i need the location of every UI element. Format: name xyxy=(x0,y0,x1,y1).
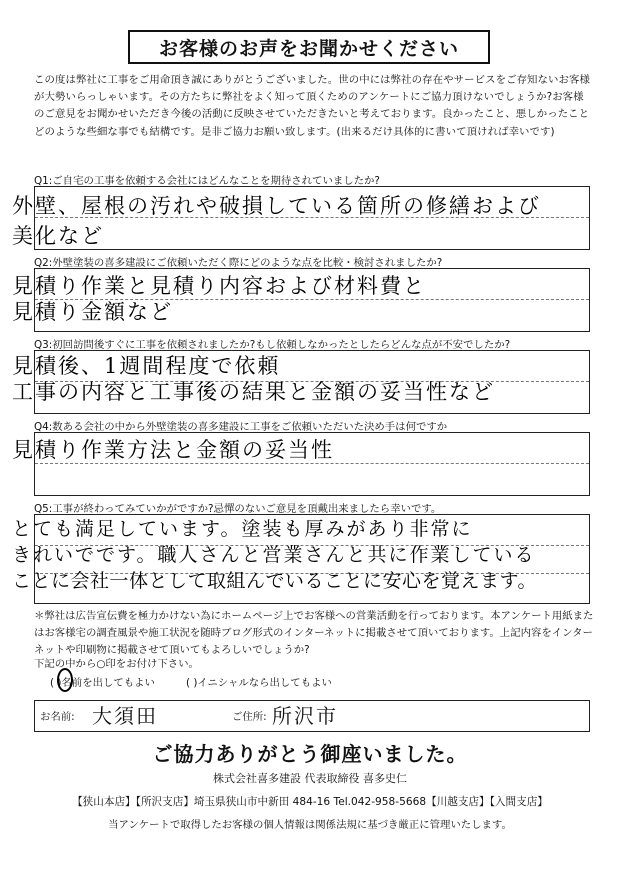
question-5-answer-line-3: ことに会社一体として取組んでいることに安心を覚えます。 xyxy=(12,570,537,592)
question-2-answer-line-2: 見積り金額など xyxy=(12,300,173,324)
name-value: 大須田 xyxy=(92,704,158,728)
address-label: ご住所: xyxy=(232,711,267,723)
name-label: お名前: xyxy=(40,711,75,723)
question-5-label: Q5:工事が終わってみていかがですか?忌憚のないご意見を頂戴出来ましたら幸いです。 xyxy=(34,503,442,515)
question-1-answer-line-2: 美化など xyxy=(12,224,104,248)
intro-text: この度は弊社に工事をご用命頂き誠にありがとうございました。世の中には弊社の存在やサービスをご存知ないお客様が大勢いらっしゃいます。その方たちに弊社をよく知って頂くためのアンケートにご協力頂けないでしょうか?お客様のご意見をお聞かせいただき今後の活動に反映させていただきたいと考えております。良かったこと、悪しかったことどのような些細な事でも結構です。是非ご協力お願い致します。(出来るだけ具体的に書いて頂ければ幸いです) xyxy=(34,74,590,138)
question-3-label: Q3:初回訪問後すぐに工事を依頼されましたか?もし依頼しなかったとしたらどんな点が不安でしたか? xyxy=(34,339,511,351)
question-4-label: Q4:数ある会社の中から外壁塗装の喜多建設に工事をご依頼いただいた決め手は何ですか xyxy=(34,421,448,433)
thanks-message: ご協力ありがとう御座いました。 xyxy=(152,742,468,766)
question-5-answer-line-1: とても満足しています。塗装も厚みがあり非常に xyxy=(12,518,473,540)
address-value: 所沢市 xyxy=(272,704,338,728)
branches-address: 【狭山本店】【所沢支店】埼玉県狭山市中新田 484-16 Tel.042-958-5668【川越支店】【入間支店】 xyxy=(72,796,548,808)
question-3-answer-line-2: 工事の内容と工事後の結果と金額の妥当性など xyxy=(12,380,495,404)
selected-circle-mark xyxy=(57,668,73,692)
privacy-footer: 当アンケートで取得したお客様の個人情報は関係法規に基づき厳正に管理いたします。 xyxy=(108,819,512,831)
choice-initials-ok: ( )イニシャルなら出してもよい xyxy=(186,677,332,689)
choice-name-ok: ( )名前を出してもよい xyxy=(50,677,155,689)
publication-note: ＊弊社は広告宣伝費を極力かけない為にホームページ上でお客様への営業活動を行っております。本アンケート用紙またはお客様宅の調査風景や施工状況を随時ブログ形式のインターネットに掲載させて頂いております。上記内容をインターネットや印刷物に掲載させて頂いてもよろしいでしょうか? xyxy=(34,610,594,656)
question-1-answer-line-1: 外壁、屋根の汚れや破損している箇所の修繕および xyxy=(12,194,541,218)
question-1-label: Q1:ご自宅の工事を依頼する会社にはどんなことを期待されていましたか? xyxy=(34,175,380,187)
page-title: お客様のお声をお聞かせください xyxy=(128,30,490,64)
question-4-answer-line-1: 見積り作業方法と金額の妥当性 xyxy=(12,438,334,462)
choice-prompt: 下記の中から○印をお付け下さい。 xyxy=(34,658,199,670)
company-name: 株式会社喜多建設 代表取締役 喜多史仁 xyxy=(213,772,407,785)
question-2-answer-line-1: 見積り作業と見積り内容および材料費と xyxy=(12,274,426,298)
question-5-answer-line-2: きれいでです。職人さんと営業さんと共に作業している xyxy=(12,544,536,566)
question-2-label: Q2:外壁塗装の喜多建設にご依頼いただく際にどのような点を比較・検討されましたか? xyxy=(34,257,443,269)
question-3-answer-line-1: 見積後、1週間程度で依頼 xyxy=(12,354,281,378)
